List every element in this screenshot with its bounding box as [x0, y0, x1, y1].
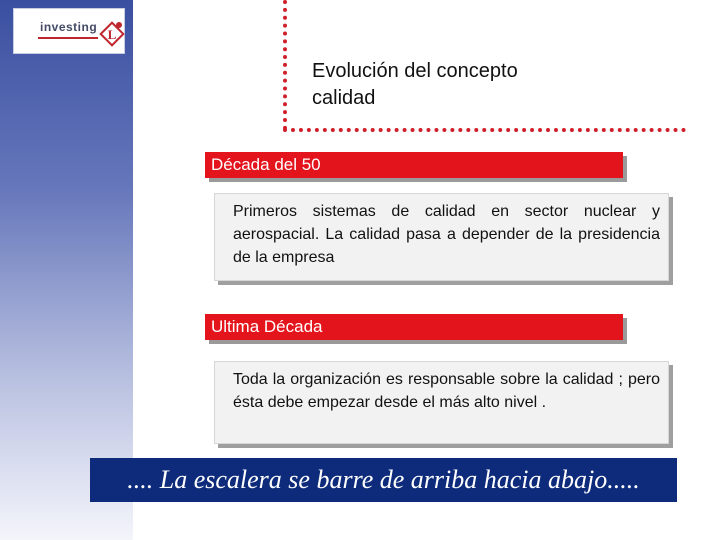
logo-letter: L	[107, 27, 117, 42]
section-body-ultima-decada: Toda la organización es responsable sobre la calidad ; pero ésta debe empezar desde el más alto nivel .	[214, 361, 669, 444]
company-logo	[13, 8, 125, 54]
dotted-divider-horizontal	[283, 128, 686, 132]
dotted-divider-vertical	[283, 0, 287, 130]
quote-banner: .... La escalera se barre de arriba hacia abajo.....	[90, 458, 677, 502]
logo-underline	[38, 37, 98, 39]
slide-title: Evolución del concepto calidad	[312, 60, 518, 109]
section-body-decada-50: Primeros sistemas de calidad en sector nuclear y aerospacial. La calidad pasa a depender de la presidencia de la empresa	[214, 193, 669, 281]
logo-diamond-icon	[99, 21, 125, 47]
section-header-decada-50: Década del 50	[205, 152, 623, 178]
section-header-ultima-decada: Ultima Década	[205, 314, 623, 340]
logo-text: investing	[40, 20, 98, 34]
